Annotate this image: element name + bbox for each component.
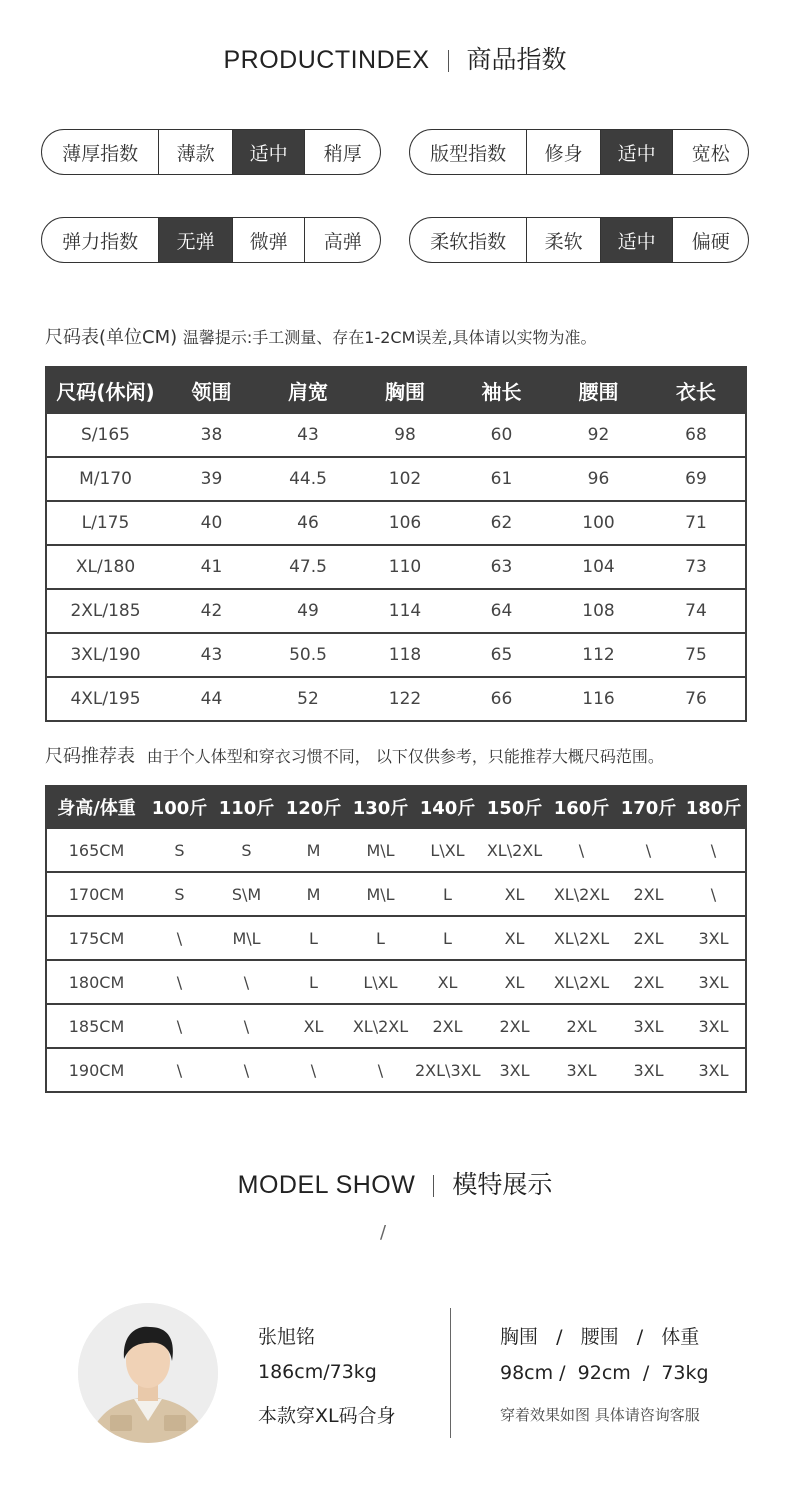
title-divider bbox=[448, 50, 449, 72]
table-cell: 44 bbox=[164, 677, 259, 721]
table-cell: 43 bbox=[259, 413, 357, 457]
column-header: 领围 bbox=[164, 367, 259, 413]
table-cell: 185CM bbox=[46, 1004, 146, 1048]
index-option-selected[interactable]: 适中 bbox=[232, 130, 305, 174]
table-cell: 50.5 bbox=[259, 633, 357, 677]
table-cell: XL\2XL bbox=[481, 828, 548, 872]
table-cell: 64 bbox=[453, 589, 550, 633]
thickness-index bbox=[41, 129, 381, 175]
table-cell: \ bbox=[615, 828, 682, 872]
index-label: 柔软指数 bbox=[430, 230, 507, 253]
table-cell: 3XL bbox=[481, 1048, 548, 1092]
table-cell: 96 bbox=[550, 457, 647, 501]
column-header: 120斤 bbox=[280, 786, 347, 828]
column-header: 身高/体重 bbox=[46, 786, 146, 828]
index-option-selected[interactable]: 适中 bbox=[600, 218, 673, 262]
table-cell: 114 bbox=[357, 589, 453, 633]
index-option-selected[interactable]: 无弹 bbox=[158, 218, 232, 262]
table-cell: 2XL/185 bbox=[46, 589, 164, 633]
table-cell: 42 bbox=[164, 589, 259, 633]
table-cell: \ bbox=[280, 1048, 347, 1092]
table-cell: L bbox=[280, 916, 347, 960]
table-cell: 44.5 bbox=[259, 457, 357, 501]
table-cell: 75 bbox=[647, 633, 746, 677]
model-fit: 本款穿XL码合身 bbox=[258, 1405, 396, 1427]
table-cell: 73 bbox=[647, 545, 746, 589]
table-cell: 100 bbox=[550, 501, 647, 545]
model-measure-labels: 胸围 / 腰围 / 体重 bbox=[500, 1326, 700, 1348]
table-cell: 165CM bbox=[46, 828, 146, 872]
table-cell: XL bbox=[481, 960, 548, 1004]
table-cell: 3XL bbox=[615, 1004, 682, 1048]
table-cell: 62 bbox=[453, 501, 550, 545]
size-table-row bbox=[46, 677, 746, 721]
table-cell: 180CM bbox=[46, 960, 146, 1004]
index-option[interactable]: 宽松 bbox=[672, 130, 748, 174]
table-cell: \ bbox=[146, 1004, 213, 1048]
table-cell: S\M bbox=[213, 872, 280, 916]
model-measure-note: 穿着效果如图 具体请咨询客服 bbox=[500, 1406, 700, 1424]
product-index-title bbox=[0, 40, 790, 76]
model-stats: 186cm/73kg bbox=[258, 1361, 377, 1383]
softness-index bbox=[409, 217, 749, 263]
table-cell: 2XL bbox=[615, 916, 682, 960]
table-cell: \ bbox=[213, 1048, 280, 1092]
table-cell: 3XL bbox=[682, 960, 746, 1004]
table-cell: 110 bbox=[357, 545, 453, 589]
recommend-table bbox=[45, 785, 747, 1093]
table-cell: 3XL bbox=[682, 1048, 746, 1092]
table-cell: 98 bbox=[357, 413, 453, 457]
index-label: 弹力指数 bbox=[62, 230, 139, 253]
size-table-row bbox=[46, 589, 746, 633]
table-cell: \ bbox=[146, 1048, 213, 1092]
table-cell: 102 bbox=[357, 457, 453, 501]
column-header: 110斤 bbox=[213, 786, 280, 828]
index-label: 薄厚指数 bbox=[62, 142, 139, 165]
size-table-row bbox=[46, 413, 746, 457]
column-header: 130斤 bbox=[347, 786, 414, 828]
recommend-table-note-text: 由于个人体型和穿衣习惯不同， 以下仅供参考，只能推荐大概尺码范围。 bbox=[146, 747, 664, 766]
table-cell: L bbox=[347, 916, 414, 960]
table-cell: XL\2XL bbox=[347, 1004, 414, 1048]
table-cell: 74 bbox=[647, 589, 746, 633]
recommend-table-header-row bbox=[46, 786, 746, 828]
table-cell: 92 bbox=[550, 413, 647, 457]
table-cell: S bbox=[146, 872, 213, 916]
table-cell: 39 bbox=[164, 457, 259, 501]
model-portrait-icon bbox=[78, 1303, 218, 1443]
recommend-table-note bbox=[45, 742, 664, 768]
fit-index bbox=[409, 129, 749, 175]
table-cell: L bbox=[414, 872, 481, 916]
table-cell: M\L bbox=[347, 828, 414, 872]
column-header: 140斤 bbox=[414, 786, 481, 828]
size-table-row bbox=[46, 633, 746, 677]
table-cell: XL\2XL bbox=[548, 960, 615, 1004]
model-avatar bbox=[78, 1303, 218, 1443]
table-cell: 60 bbox=[453, 413, 550, 457]
table-cell: XL bbox=[481, 872, 548, 916]
size-table-body bbox=[46, 413, 746, 721]
index-option[interactable]: 微弹 bbox=[232, 218, 305, 262]
table-cell: 2XL\3XL bbox=[414, 1048, 481, 1092]
table-cell: \ bbox=[146, 916, 213, 960]
recommend-table-row bbox=[46, 916, 746, 960]
recommend-table-row bbox=[46, 1004, 746, 1048]
recommend-table-row bbox=[46, 828, 746, 872]
table-cell: XL\2XL bbox=[548, 916, 615, 960]
column-header: 腰围 bbox=[550, 367, 647, 413]
table-cell: XL bbox=[414, 960, 481, 1004]
table-cell: S/165 bbox=[46, 413, 164, 457]
recommend-table-note-title: 尺码推荐表 bbox=[45, 746, 135, 767]
table-cell: XL/180 bbox=[46, 545, 164, 589]
table-cell: 38 bbox=[164, 413, 259, 457]
size-table-row bbox=[46, 501, 746, 545]
table-cell: L/175 bbox=[46, 501, 164, 545]
table-cell: 190CM bbox=[46, 1048, 146, 1092]
table-cell: XL\2XL bbox=[548, 872, 615, 916]
table-cell: 3XL bbox=[548, 1048, 615, 1092]
table-cell: 49 bbox=[259, 589, 357, 633]
size-table-header-row bbox=[46, 367, 746, 413]
table-cell: S bbox=[213, 828, 280, 872]
table-cell: 3XL bbox=[615, 1048, 682, 1092]
column-header: 170斤 bbox=[615, 786, 682, 828]
table-cell: \ bbox=[548, 828, 615, 872]
product-index-title-cn: 商品指数 bbox=[466, 45, 567, 74]
table-cell: \ bbox=[682, 872, 746, 916]
recommend-table-row bbox=[46, 1048, 746, 1092]
model-info-divider bbox=[450, 1308, 451, 1438]
table-cell: \ bbox=[347, 1048, 414, 1092]
table-cell: 2XL bbox=[548, 1004, 615, 1048]
table-cell: 4XL/195 bbox=[46, 677, 164, 721]
table-cell: M\L bbox=[347, 872, 414, 916]
table-cell: XL bbox=[280, 1004, 347, 1048]
table-cell: 118 bbox=[357, 633, 453, 677]
table-cell: 61 bbox=[453, 457, 550, 501]
table-cell: L bbox=[280, 960, 347, 1004]
table-cell: M\L bbox=[213, 916, 280, 960]
table-cell: 46 bbox=[259, 501, 357, 545]
model-show-title bbox=[0, 1165, 790, 1201]
decorative-slash: / bbox=[380, 1222, 387, 1243]
model-show-title-en: MODEL SHOW bbox=[237, 1171, 416, 1199]
table-cell: 2XL bbox=[414, 1004, 481, 1048]
table-cell: 3XL/190 bbox=[46, 633, 164, 677]
column-header: 尺码(休闲) bbox=[46, 367, 164, 413]
table-cell: 65 bbox=[453, 633, 550, 677]
table-cell: 76 bbox=[647, 677, 746, 721]
table-cell: \ bbox=[682, 828, 746, 872]
table-cell: \ bbox=[213, 960, 280, 1004]
table-cell: 106 bbox=[357, 501, 453, 545]
index-option[interactable]: 柔软 bbox=[526, 218, 600, 262]
index-option[interactable]: 高弹 bbox=[304, 218, 380, 262]
table-cell: 43 bbox=[164, 633, 259, 677]
index-option[interactable]: 薄款 bbox=[158, 130, 232, 174]
index-option[interactable]: 修身 bbox=[526, 130, 600, 174]
table-cell: \ bbox=[213, 1004, 280, 1048]
index-label: 版型指数 bbox=[430, 142, 507, 165]
table-cell: 175CM bbox=[46, 916, 146, 960]
index-option[interactable]: 稍厚 bbox=[304, 130, 380, 174]
table-cell: XL bbox=[481, 916, 548, 960]
table-cell: M/170 bbox=[46, 457, 164, 501]
table-cell: 2XL bbox=[615, 872, 682, 916]
column-header: 100斤 bbox=[146, 786, 213, 828]
table-cell: M bbox=[280, 828, 347, 872]
size-table-note-text: 温馨提示:手工测量、存在1-2CM误差,具体请以实物为准。 bbox=[182, 328, 597, 347]
column-header: 胸围 bbox=[357, 367, 453, 413]
table-cell: 2XL bbox=[615, 960, 682, 1004]
table-cell: 41 bbox=[164, 545, 259, 589]
table-cell: L\XL bbox=[414, 828, 481, 872]
elasticity-index bbox=[41, 217, 381, 263]
recommend-table-row bbox=[46, 960, 746, 1004]
table-cell: 112 bbox=[550, 633, 647, 677]
table-cell: 122 bbox=[357, 677, 453, 721]
table-cell: 68 bbox=[647, 413, 746, 457]
table-cell: 116 bbox=[550, 677, 647, 721]
model-name: 张旭铭 bbox=[258, 1326, 316, 1348]
index-option[interactable]: 偏硬 bbox=[672, 218, 748, 262]
model-measure-values: 98cm / 92cm / 73kg bbox=[500, 1362, 709, 1384]
table-cell: 2XL bbox=[481, 1004, 548, 1048]
product-index-title-en: PRODUCTINDEX bbox=[223, 46, 430, 74]
table-cell: 71 bbox=[647, 501, 746, 545]
column-header: 肩宽 bbox=[259, 367, 357, 413]
table-cell: 66 bbox=[453, 677, 550, 721]
table-cell: 170CM bbox=[46, 872, 146, 916]
table-cell: L\XL bbox=[347, 960, 414, 1004]
title-divider bbox=[433, 1175, 434, 1197]
column-header: 袖长 bbox=[453, 367, 550, 413]
table-cell: S bbox=[146, 828, 213, 872]
size-table-note-title: 尺码表(单位CM) bbox=[45, 327, 178, 348]
table-cell: 3XL bbox=[682, 1004, 746, 1048]
table-cell: 104 bbox=[550, 545, 647, 589]
column-header: 衣长 bbox=[647, 367, 746, 413]
table-cell: 47.5 bbox=[259, 545, 357, 589]
table-cell: M bbox=[280, 872, 347, 916]
table-cell: 52 bbox=[259, 677, 357, 721]
table-cell: 63 bbox=[453, 545, 550, 589]
column-header: 150斤 bbox=[481, 786, 548, 828]
recommend-table-body bbox=[46, 828, 746, 1092]
table-cell: 69 bbox=[647, 457, 746, 501]
size-table-row bbox=[46, 545, 746, 589]
table-cell: 3XL bbox=[682, 916, 746, 960]
size-table-row bbox=[46, 457, 746, 501]
size-table-note bbox=[45, 323, 596, 349]
recommend-table-row bbox=[46, 872, 746, 916]
table-cell: \ bbox=[146, 960, 213, 1004]
size-table bbox=[45, 366, 747, 722]
table-cell: L bbox=[414, 916, 481, 960]
column-header: 160斤 bbox=[548, 786, 615, 828]
index-option-selected[interactable]: 适中 bbox=[600, 130, 673, 174]
table-cell: 108 bbox=[550, 589, 647, 633]
column-header: 180斤 bbox=[682, 786, 746, 828]
table-cell: 40 bbox=[164, 501, 259, 545]
model-show-title-cn: 模特展示 bbox=[452, 1170, 553, 1199]
